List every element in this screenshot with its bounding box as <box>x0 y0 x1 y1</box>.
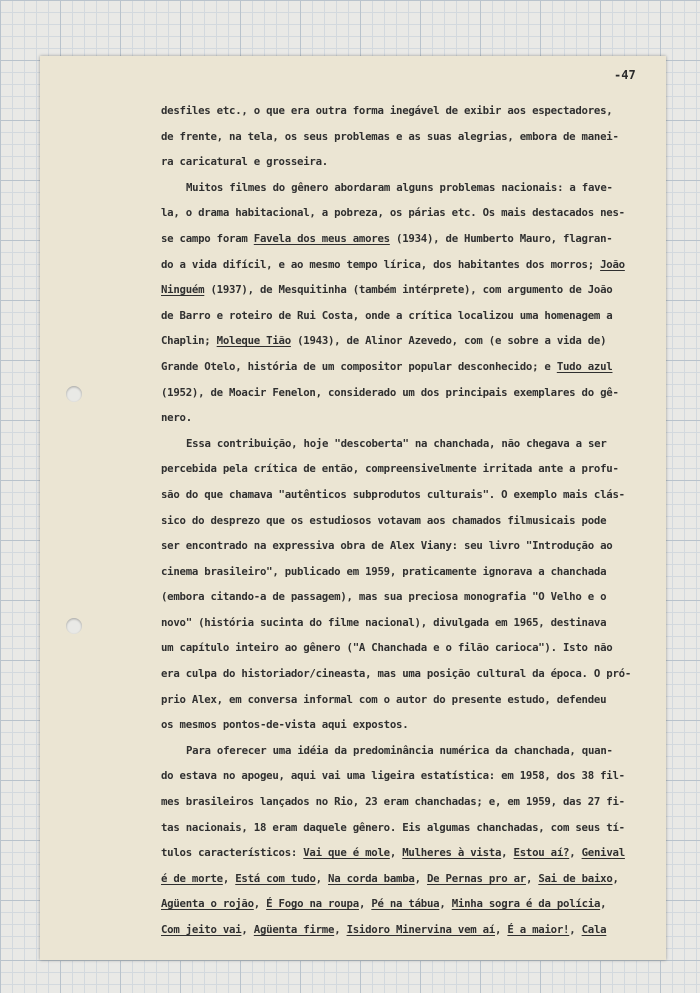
text-run: sico do desprezo que os estudiosos votavam aos chamados filmusicais pode <box>161 513 607 527</box>
text-run: um capítulo inteiro ao gênero ("A Chanchada e o filão carioca"). Isto não <box>161 641 613 655</box>
text-line <box>161 891 659 917</box>
text-run: de frente, na tela, os seus problemas e as suas alegrias, embora de manei- <box>161 129 619 143</box>
text-run: , <box>525 871 539 885</box>
film-title: Minha sogra é da polícia <box>451 897 601 911</box>
film-title: Cala <box>581 923 607 936</box>
text-run: , <box>414 871 427 885</box>
text-line <box>161 789 659 815</box>
text-line <box>161 175 659 201</box>
text-line <box>161 405 659 431</box>
text-run: , <box>253 897 267 911</box>
text-run: (1952), de Moacir Fenelon, considerado um dos principais exemplares do gê- <box>161 385 619 399</box>
text-run: , <box>315 871 329 885</box>
text-run: , <box>600 897 607 911</box>
film-title: Tudo azul <box>556 359 613 373</box>
text-run: do estava no apogeu, aqui vai uma ligeira estatística: em 1958, dos 38 fil- <box>161 769 625 783</box>
text-run: , <box>495 923 508 936</box>
text-line <box>161 712 659 738</box>
text-line <box>161 226 659 252</box>
text-run: prio Alex, em conversa informal com o autor do presente estudo, defendeu <box>161 692 607 706</box>
text-run: tulos característicos: <box>161 846 304 860</box>
film-title: Agüenta firme <box>253 923 335 936</box>
text-run: novo" (história sucinta do filme nacional), divulgada em 1965, destinava <box>161 615 607 629</box>
text-run: do a vida difícil, e ao mesmo tempo lírica, dos habitantes dos morros; <box>161 257 601 271</box>
text-run: cinema brasileiro", publicado em 1959, praticamente ignorava a chanchada <box>161 564 607 578</box>
text-line <box>161 200 659 226</box>
film-title: Agüenta o rojão <box>161 897 254 911</box>
text-run: nero. <box>161 411 192 425</box>
text-line <box>161 252 659 278</box>
film-title: Vai que é mole <box>303 846 390 860</box>
text-line <box>161 840 659 866</box>
text-line <box>161 738 659 764</box>
film-title: Genival <box>581 846 625 860</box>
binder-hole-top <box>66 386 82 402</box>
text-run: , <box>222 871 236 885</box>
text-run: Essa contribuição, hoje "descoberta" na chanchada, não chegava a ser <box>186 436 607 450</box>
text-run: ra caricatural e grosseira. <box>161 155 328 169</box>
text-run: (1937), de Mesquitinha (também intérprete), com argumento de João <box>204 283 613 297</box>
text-line <box>161 661 659 687</box>
text-run: são do que chamava "autênticos subprodutos culturais". O exemplo mais clás- <box>161 487 625 501</box>
text-line <box>161 124 659 150</box>
text-run: ser encontrado na expressiva obra de Alex Viany: seu livro "Introdução ao <box>161 539 613 553</box>
text-run: , <box>612 871 619 885</box>
text-line <box>161 431 659 457</box>
film-title: Isidoro Minervina vem aí <box>346 923 495 936</box>
text-run: (embora citando-a de passagem), mas sua preciosa monografia "O Velho e o <box>161 590 607 604</box>
text-line <box>161 533 659 559</box>
text-run: Muitos filmes do gênero abordaram alguns problemas nacionais: a fave- <box>186 180 613 194</box>
film-title: Moleque Tião <box>216 334 291 348</box>
film-title: Favela dos meus amores <box>253 231 390 245</box>
text-line <box>161 277 659 303</box>
film-title: Com jeito vai <box>161 923 242 936</box>
text-line <box>161 917 659 943</box>
text-line <box>161 610 659 636</box>
text-run: Chaplin; <box>161 334 217 348</box>
film-title: É Fogo na roupa <box>266 897 359 911</box>
binder-hole-bottom <box>66 618 82 634</box>
text-run: mes brasileiros lançados no Rio, 23 eram chanchadas; e, em 1959, das 27 fi- <box>161 795 625 809</box>
film-title: Estou aí? <box>513 846 570 860</box>
film-title: Pé na tábua <box>371 897 440 911</box>
film-title: Está com tudo <box>235 871 316 885</box>
text-line <box>161 815 659 841</box>
text-line <box>161 98 659 124</box>
text-line <box>161 328 659 354</box>
text-run: , <box>334 923 347 936</box>
film-title: é de morte <box>161 871 223 885</box>
text-run: os mesmos pontos-de-vista aqui expostos. <box>161 718 409 732</box>
text-line <box>161 456 659 482</box>
text-run: percebida pela crítica de então, compreensivelmente irritada ante a profu- <box>161 462 619 476</box>
page-number: -47 <box>614 68 636 82</box>
text-line <box>161 380 659 406</box>
text-line <box>161 763 659 789</box>
text-line <box>161 687 659 713</box>
text-line <box>161 559 659 585</box>
text-run: desfiles etc., o que era outra forma inegável de exibir aos espectadores, <box>161 104 613 117</box>
text-run: (1934), de Humberto Mauro, flagran- <box>389 231 613 245</box>
film-title: Ninguém <box>161 283 205 297</box>
text-line <box>161 303 659 329</box>
text-run: tas nacionais, 18 eram daquele gênero. Eis algumas chanchadas, com seus tí- <box>161 820 625 834</box>
text-run: , <box>241 923 254 936</box>
film-title: De Pernas pro ar <box>426 871 526 885</box>
text-run: (1943), de Alinor Azevedo, com (e sobre a vida de) <box>290 334 607 348</box>
text-run: Grande Otelo, história de um compositor popular desconhecido; e <box>161 359 557 373</box>
text-run: la, o drama habitacional, a pobreza, os párias etc. Os mais destacados nes- <box>161 206 625 220</box>
text-run: , <box>501 846 514 860</box>
film-title: Na corda bamba <box>328 871 415 885</box>
film-title: É a maior! <box>507 923 570 936</box>
text-line <box>161 508 659 534</box>
text-line <box>161 584 659 610</box>
text-run: , <box>569 846 582 860</box>
text-run: , <box>569 923 582 936</box>
text-run: , <box>358 897 372 911</box>
text-run: de Barro e roteiro de Rui Costa, onde a crítica localizou uma homenagem a <box>161 308 613 322</box>
text-line <box>161 354 659 380</box>
film-title: Mulheres à vista <box>402 846 502 860</box>
text-run: Para oferecer uma idéia da predominância numérica da chanchada, quan- <box>186 743 613 757</box>
text-run: , <box>389 846 403 860</box>
text-line <box>161 866 659 892</box>
text-run: , <box>439 897 452 911</box>
typewritten-body <box>161 98 659 943</box>
film-title: João <box>600 257 625 271</box>
text-line <box>161 149 659 175</box>
document-page <box>40 56 666 960</box>
film-title: Sai de baixo <box>538 871 613 885</box>
text-line <box>161 635 659 661</box>
text-run: se campo foram <box>161 231 254 245</box>
text-line <box>161 482 659 508</box>
text-run: era culpa do historiador/cineasta, mas uma posição cultural da época. O pró- <box>161 667 632 681</box>
